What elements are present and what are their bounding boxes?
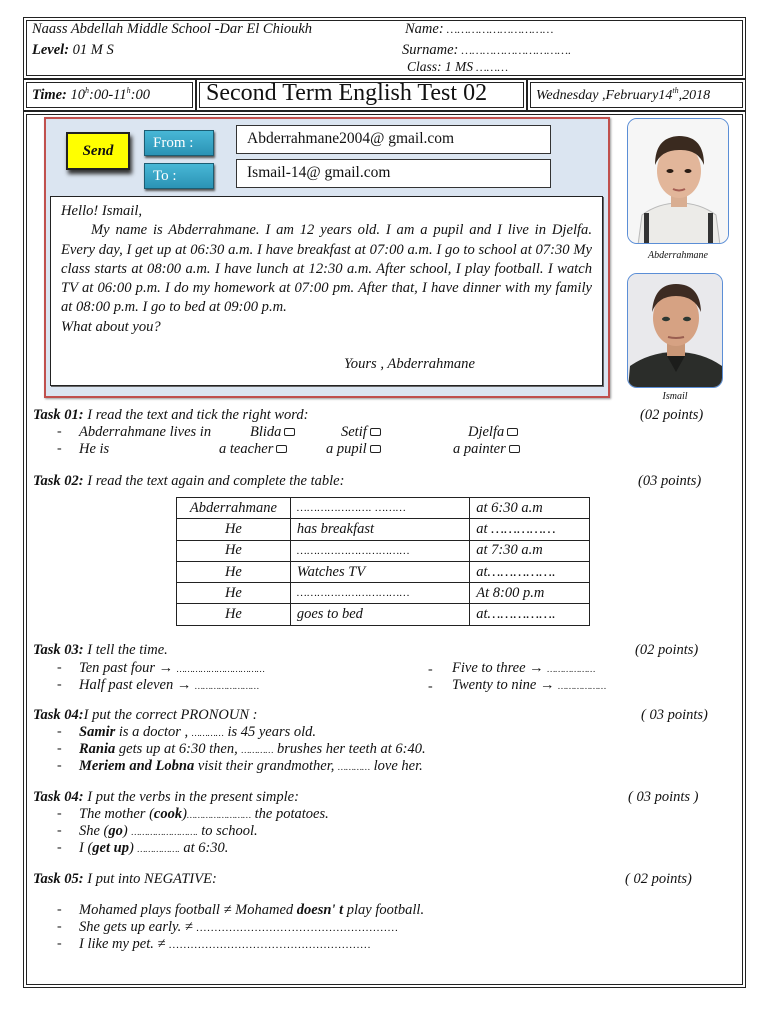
bullet-dash: -	[57, 840, 62, 855]
to-button[interactable]: To :	[144, 163, 214, 189]
time-box	[23, 79, 196, 111]
date-sup: th	[672, 86, 679, 95]
bullet-dash: -	[428, 662, 433, 677]
task4a-item-2	[79, 741, 426, 758]
checkbox-icon[interactable]	[370, 445, 381, 453]
time-phrase: Twenty to nine	[452, 677, 540, 693]
answer-blank[interactable]: …………	[191, 728, 224, 738]
table-cell-subject: He	[177, 561, 291, 582]
level-line	[32, 42, 114, 59]
subject-name: Rania	[79, 741, 116, 757]
checkbox-icon[interactable]	[284, 428, 295, 436]
class-blank[interactable]: ………	[473, 60, 509, 74]
task4a-label: Task 04:	[33, 707, 84, 723]
verb: cook	[153, 806, 183, 822]
bullet-dash: -	[428, 679, 433, 694]
title-box	[196, 79, 527, 111]
bullet-dash: -	[57, 823, 62, 838]
table-cell-time-blank[interactable]: at…………….	[470, 561, 590, 582]
email-body	[50, 196, 603, 386]
bullet-dash: -	[57, 806, 62, 821]
sentence-part: is a doctor ,	[115, 724, 192, 740]
photo-ismail	[627, 273, 723, 388]
time-end: :00-11	[89, 87, 127, 103]
table-cell-time-blank[interactable]: at…………….	[470, 604, 590, 625]
table-row	[177, 519, 590, 540]
answer-blank[interactable]: ……………………..…..……………………	[196, 922, 399, 934]
task5-item-3	[79, 936, 372, 953]
task5-label: Task 05:	[33, 871, 84, 887]
sentence-part: She gets up early. ≠	[79, 919, 197, 935]
task1-option-painter[interactable]	[453, 441, 520, 458]
task1-option-pupil[interactable]	[326, 441, 381, 458]
photo-caption-ismail: Ismail	[662, 391, 688, 402]
arrow-right-icon: →	[529, 660, 544, 676]
bullet-dash: -	[57, 677, 62, 692]
task3-item-2	[79, 677, 259, 694]
task4b-points: ( 03 points )	[628, 789, 699, 805]
time-label: Time:	[32, 87, 67, 103]
task4b-heading	[33, 789, 299, 806]
task3-points: (02 points)	[635, 642, 699, 658]
answer-blank[interactable]: ……………………………	[176, 664, 265, 674]
task3-item-1	[79, 660, 265, 677]
task1-label: Task 01:	[33, 407, 84, 423]
time-phrase: Ten past four	[79, 660, 156, 676]
table-cell-time-blank[interactable]: at ……………	[470, 519, 590, 540]
letter-question: What about you?	[61, 318, 161, 335]
school-name: Naass Abdellah Middle School -Dar El Chioukh	[32, 21, 313, 37]
task4a-instruction: I put the correct PRONOUN :	[83, 707, 258, 723]
task4a-item-1	[79, 724, 316, 741]
date-line	[536, 86, 710, 104]
table-cell-activity: goes to bed	[290, 604, 469, 625]
task2-table	[176, 497, 590, 626]
task3-item-3	[452, 660, 595, 677]
date-year: ,2018	[678, 88, 711, 103]
answer-blank[interactable]: ……………………	[186, 810, 251, 820]
answer-blank[interactable]: …………….	[137, 844, 180, 854]
sentence-part: at 6:30.	[179, 840, 229, 856]
bullet-dash: -	[57, 919, 62, 934]
name-field[interactable]	[405, 21, 553, 38]
task5-item-2	[79, 919, 399, 936]
table-cell-blank[interactable]: ……………………………	[290, 540, 469, 561]
sentence-part: She (	[79, 823, 109, 839]
sentence-part: I (	[79, 840, 93, 856]
table-cell-blank[interactable]: …………………. ………	[290, 498, 469, 519]
arrow-right-icon: →	[176, 677, 192, 693]
sentence-part: love her.	[370, 758, 423, 774]
table-cell-subject: He	[177, 583, 291, 604]
sentence-part: brushes her teeth at 6:40.	[273, 741, 426, 757]
surname-field[interactable]	[402, 42, 571, 59]
sentence-part: play football.	[343, 902, 425, 918]
table-cell-time: at 6:30 a.m	[470, 498, 590, 519]
table-cell-subject: He	[177, 519, 291, 540]
bullet-dash: -	[57, 741, 62, 756]
task5-instruction: I put into NEGATIVE:	[83, 871, 217, 887]
task4a-points: ( 03 points)	[641, 707, 708, 723]
sentence-part: to school.	[197, 823, 258, 839]
table-cell-activity: Watches TV	[290, 561, 469, 582]
checkbox-icon[interactable]	[370, 428, 381, 436]
bullet-dash: -	[57, 660, 62, 675]
task1-option-teacher[interactable]	[219, 441, 287, 458]
to-address-field[interactable]: Ismail-14@ gmail.com	[236, 159, 551, 188]
task2-points: (03 points)	[638, 473, 702, 489]
boy-portrait-icon	[628, 119, 729, 244]
letter-signature: Yours , Abderrahmane	[344, 356, 475, 373]
from-button[interactable]: From :	[144, 130, 214, 156]
table-cell-subject: He	[177, 540, 291, 561]
from-address-field[interactable]: Abderrahmane2004@ gmail.com	[236, 125, 551, 154]
option-label: a teacher	[219, 441, 274, 457]
answer-blank[interactable]: ……………………	[194, 681, 260, 691]
checkbox-icon[interactable]	[276, 445, 287, 453]
table-row	[177, 540, 590, 561]
answer-blank[interactable]: ………………	[547, 664, 596, 674]
sentence-part: Mohamed plays football ≠ Mohamed	[79, 902, 297, 918]
task4b-item-3	[79, 840, 228, 857]
time-end-min: :00	[130, 87, 150, 103]
arrow-right-icon: →	[539, 677, 555, 693]
table-cell-blank[interactable]: ……………………………	[290, 583, 469, 604]
table-cell-activity: has breakfast	[290, 519, 469, 540]
answer-blank[interactable]: …………	[241, 745, 274, 755]
task3-label: Task 03:	[33, 642, 84, 658]
header-info-box	[23, 17, 746, 79]
name-blank[interactable]: …………………………	[443, 22, 554, 36]
bullet-dash: -	[57, 936, 62, 951]
sentence-part: the potatoes.	[250, 806, 329, 822]
bullet-dash: -	[57, 758, 62, 773]
option-label: a painter	[453, 441, 506, 457]
option-label: Setif	[341, 424, 367, 440]
bullet-dash: -	[57, 441, 62, 456]
date-text: Wednesday ,February14	[536, 88, 673, 103]
photo-caption-abderrahmane: Abderrahmane	[648, 250, 708, 261]
task4a-heading	[33, 707, 257, 724]
answer-blank[interactable]: ……………………..…..……………………	[169, 939, 372, 951]
table-cell-subject: Abderrahmane	[177, 498, 291, 519]
boy-portrait-icon	[628, 274, 723, 388]
bullet-dash: -	[57, 424, 62, 439]
task1-option-setif[interactable]	[341, 424, 381, 441]
option-label: a pupil	[326, 441, 367, 457]
letter-text: My name is Abderrahmane. I am 12 years old. I am a pupil and I live in Djelfa. Every day, I get up at 06:30 a.m. I have breakfast at 07:00 a.m. I go to school at 07:30 My class starts at 08:00 a.m. I have lunch at 12:30 a.m. After school, I play football. I watch TV at 06:00 p.m. I do my homework at 07:00 pm. After that, I have dinner with my family at 08:00 p.m. I go to bed at 09:00 p.m.	[61, 222, 592, 316]
negative-form: doesn' t	[296, 902, 344, 918]
send-button[interactable]: Send	[66, 132, 130, 170]
date-box	[527, 79, 746, 111]
task4b-instruction: I put the verbs in the present simple:	[83, 789, 299, 805]
subject-name: Meriem and Lobna	[79, 758, 195, 774]
sentence-part: is 45 years old.	[223, 724, 317, 740]
task1-instruction: I read the text and tick the right word:	[83, 407, 309, 423]
task4a-item-3	[79, 758, 423, 775]
sentence-part: The mother (	[79, 806, 154, 822]
task3-item-4	[452, 677, 606, 694]
class-field[interactable]	[407, 59, 508, 75]
checkbox-icon[interactable]	[507, 428, 518, 436]
task3-heading	[33, 642, 168, 659]
task2-instruction: I read the text again and complete the table:	[83, 473, 345, 489]
level-value: 01 M S	[72, 42, 114, 58]
task3-instruction: I tell the time.	[83, 642, 168, 658]
time-start: 10	[70, 87, 86, 103]
table-row	[177, 561, 590, 582]
sentence-part: )	[182, 806, 187, 822]
option-label: Blida	[250, 424, 282, 440]
task4b-item-1	[79, 806, 329, 823]
task1-item2-prompt: He is	[79, 441, 110, 457]
sentence-part: gets up at 6:30 then,	[115, 741, 242, 757]
letter-greeting: Hello! Ismail,	[61, 203, 143, 219]
task1-option-djelfa[interactable]	[468, 424, 518, 441]
task5-points: ( 02 points)	[625, 871, 692, 887]
time-sup: h	[85, 86, 90, 95]
sentence-part: )	[128, 840, 138, 856]
surname-blank[interactable]: ………………………….	[458, 43, 572, 57]
verb: get up	[92, 840, 129, 856]
sentence-part: visit their grandmother,	[194, 758, 338, 774]
task1-points: (02 points)	[640, 407, 704, 423]
answer-blank[interactable]: …………	[338, 762, 371, 772]
name-label: Name:	[405, 21, 444, 37]
task2-label: Task 02:	[33, 473, 84, 489]
time-phrase: Half past eleven	[79, 677, 174, 693]
answer-blank[interactable]: …………………….	[131, 827, 198, 837]
table-row	[177, 604, 590, 625]
option-label: Djelfa	[468, 424, 505, 440]
task1-item1-prompt: Abderrahmane lives in	[79, 424, 212, 440]
verb: go	[108, 823, 123, 839]
task4b-item-2	[79, 823, 258, 840]
subject-name: Samir	[79, 724, 116, 740]
task5-heading	[33, 871, 217, 888]
photo-abderrahmane	[627, 118, 729, 244]
surname-label: Surname:	[402, 42, 459, 58]
bullet-dash: -	[57, 724, 62, 739]
task2-heading	[33, 473, 344, 490]
task1-option-blida[interactable]	[250, 424, 295, 441]
table-cell-time: at 7:30 a.m	[470, 540, 590, 561]
checkbox-icon[interactable]	[509, 445, 520, 453]
task4b-label: Task 04:	[33, 789, 84, 805]
table-row	[177, 583, 590, 604]
bullet-dash: -	[57, 902, 62, 917]
time-phrase: Five to three	[452, 660, 526, 676]
time-line	[32, 86, 150, 104]
table-cell-time: At 8:00 p.m	[470, 583, 590, 604]
class-label: Class: 1 MS	[407, 59, 474, 74]
table-cell-subject: He	[177, 604, 291, 625]
sentence-part: I like my pet. ≠	[79, 936, 170, 952]
page-title: Second Term English Test 02	[206, 80, 488, 106]
arrow-right-icon: →	[158, 660, 174, 676]
answer-blank[interactable]: ………………	[558, 681, 607, 691]
sentence-part: )	[122, 823, 132, 839]
table-row	[177, 498, 590, 519]
time-sup: h	[126, 86, 131, 95]
task1-heading	[33, 407, 308, 424]
task5-item-1	[79, 902, 424, 919]
level-label: Level:	[32, 42, 70, 58]
